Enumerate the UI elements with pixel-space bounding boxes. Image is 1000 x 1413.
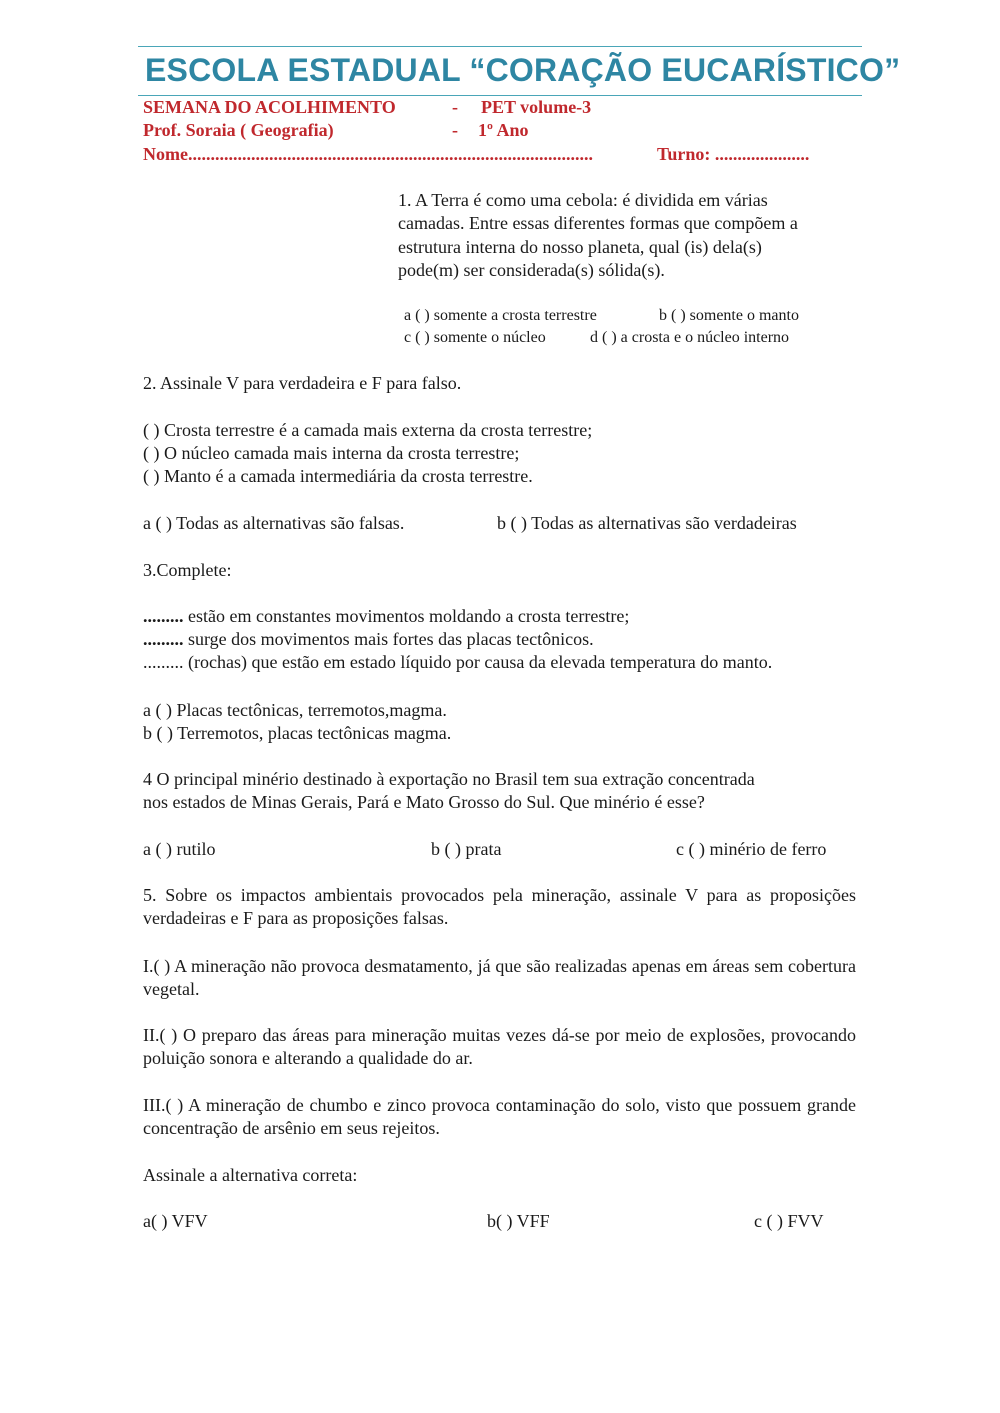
q4-option-b[interactable]: b ( ) prata [431, 839, 502, 859]
q3-blank[interactable]: ......... [143, 606, 184, 626]
q4-option-a[interactable]: a ( ) rutilo [143, 839, 216, 859]
q3-blank[interactable]: ......... [143, 629, 184, 649]
q3-option-b[interactable]: b ( ) Terremotos, placas tectônicas magma. [143, 723, 452, 743]
q5-intro: 5. Sobre os impactos ambientais provocados pela mineração, assinale V para as proposições verdadeiras e F para as proposições falsas. [143, 885, 856, 928]
q5-option-a[interactable]: a( ) VFV [143, 1211, 208, 1231]
q2-option-a[interactable]: a ( ) Todas as alternativas são falsas. [143, 513, 405, 533]
school-name: ESCOLA ESTADUAL “CORAÇÃO EUCARÍSTICO” [145, 52, 901, 88]
q5-option-c[interactable]: c ( ) FVV [754, 1211, 824, 1231]
q3-text: estão em constantes movimentos moldando a crosta terrestre; [183, 606, 630, 626]
q3-blank-line [143, 628, 594, 651]
header-bottom-rule [138, 95, 862, 96]
q4-line: 4 O principal minério destinado à exportação no Brasil tem sua extração concentrada [143, 769, 755, 789]
header-teacher: Prof. Soraia ( Geografia) [143, 120, 334, 140]
q1-line: estrutura interna do nosso planeta, qual (is) dela(s) [398, 237, 762, 257]
q3-text: surge dos movimentos mais fortes das placas tectônicos. [183, 629, 594, 649]
q4-line: nos estados de Minas Gerais, Pará e Mato Grosso do Sul. Que minério é esse? [143, 792, 705, 812]
q1-option-d[interactable]: d ( ) a crosta e o núcleo interno [590, 329, 790, 346]
q4-option-c[interactable]: c ( ) minério de ferro [676, 839, 827, 859]
header-top-rule [138, 46, 862, 47]
q1-option-a[interactable]: a ( ) somente a crosta terrestre [404, 307, 597, 324]
q3-blank-line[interactable]: ......... (rochas) que estão em estado líquido por causa da elevada temperatura do manto. [143, 652, 773, 672]
q2-statement[interactable]: ( ) O núcleo camada mais interna da crosta terrestre; [143, 443, 520, 463]
header-separator: - [452, 120, 458, 140]
header-event: SEMANA DO ACOLHIMENTO [143, 97, 396, 117]
header-volume: PET volume-3 [481, 97, 592, 117]
q5-item-2[interactable]: II.( ) O preparo das áreas para mineração muitas vezes dá-se por meio de explosões, provocando poluição sonora e alterando a qualidade do ar. [143, 1025, 856, 1068]
q2-statement[interactable]: ( ) Manto é a camada intermediária da crosta terrestre. [143, 466, 533, 486]
q1-option-c[interactable]: c ( ) somente o núcleo [404, 329, 546, 346]
q5-item-3[interactable]: III.( ) A mineração de chumbo e zinco provoca contaminação do solo, visto que possuem grande concentração de arsênio em seus rejeitos. [143, 1095, 856, 1138]
q1-line: 1. A Terra é como uma cebola: é dividida em várias [398, 190, 768, 210]
turno-field: Turno: ..................... [657, 144, 810, 164]
header-grade: 1º Ano [478, 120, 529, 140]
name-field: Nome.......................................................................................... [143, 144, 593, 164]
q5-prompt: Assinale a alternativa correta: [143, 1165, 358, 1185]
q1-line: camadas. Entre essas diferentes formas que compõem a [398, 213, 798, 233]
q5-option-b[interactable]: b( ) VFF [487, 1211, 550, 1231]
q1-line: pode(m) ser considerada(s) sólida(s). [398, 260, 665, 280]
q2-option-b[interactable]: b ( ) Todas as alternativas são verdadeiras [497, 513, 797, 533]
q2-statement[interactable]: ( ) Crosta terrestre é a camada mais externa da crosta terrestre; [143, 420, 593, 440]
q3-blank-line [143, 605, 629, 628]
q3-option-a[interactable]: a ( ) Placas tectônicas, terremotos,magma. [143, 700, 447, 720]
q2-title: 2. Assinale V para verdadeira e F para falso. [143, 373, 462, 393]
q3-title: 3.Complete: [143, 560, 232, 580]
q5-item-1[interactable]: I.( ) A mineração não provoca desmatamento, já que são realizadas apenas em áreas sem cobertura vegetal. [143, 956, 856, 999]
q1-option-b[interactable]: b ( ) somente o manto [659, 307, 799, 324]
header-separator: - [452, 97, 458, 117]
